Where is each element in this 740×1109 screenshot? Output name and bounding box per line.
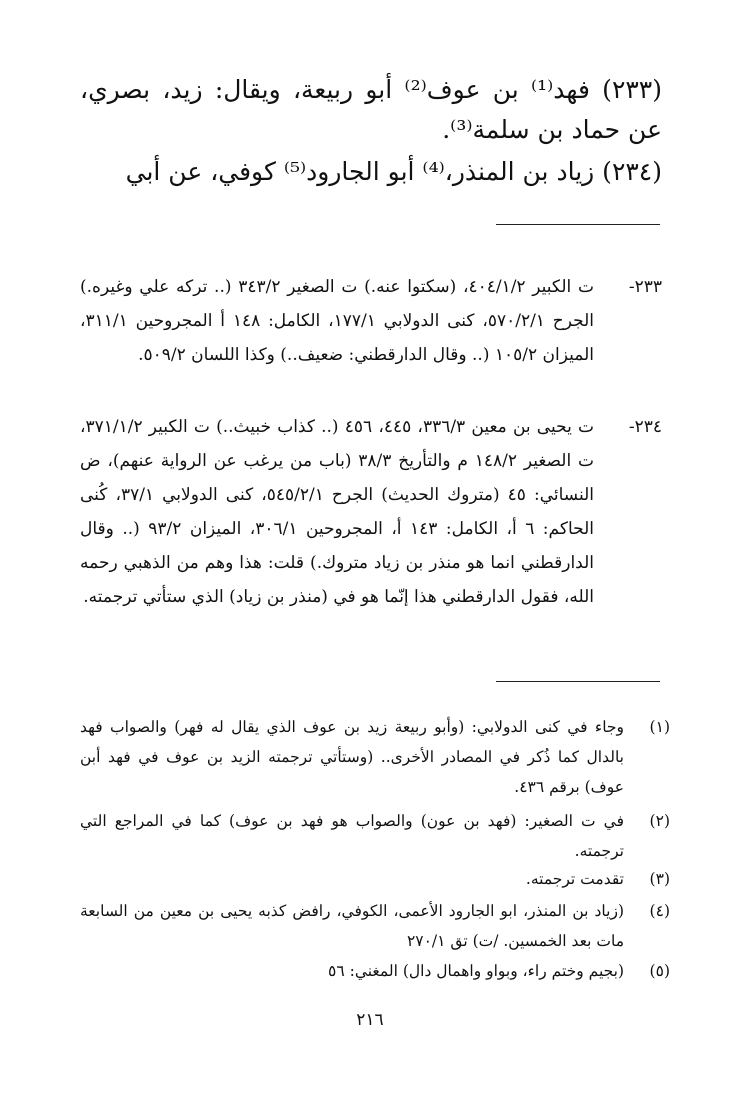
footnote-number: (٣) <box>649 870 670 888</box>
footnote-number: (٤) <box>649 902 670 920</box>
footnote-text: (زياد بن المنذر، ابو الجارود الأعمى، الكوفي، رافض كذبه يحيى بن معين من السابعة مات بعد الخمسين. /ت) تق ٢٧٠/١ <box>80 902 624 950</box>
entry-233 <box>80 70 662 150</box>
footnote-3 <box>80 864 670 894</box>
footnote-text: تقدمت ترجمته. <box>525 870 624 888</box>
divider-rule <box>496 681 660 682</box>
footnote-1 <box>80 712 670 802</box>
footnote-2 <box>80 806 670 866</box>
entry-text: (٢٣٤) زياد بن المنذر،⁽⁴⁾ أبو الجارود⁽⁵⁾ كوفي، عن أبي <box>125 157 662 186</box>
page-number: ٢١٦ <box>356 1010 384 1030</box>
footnote-5 <box>80 956 670 986</box>
entry-text: (٢٣٣) فهد⁽¹⁾ بن عوف⁽²⁾ أبو ربيعة، ويقال: زيد، بصري، عن حماد بن سلمة⁽³⁾. <box>80 75 662 144</box>
entry-234 <box>80 152 662 192</box>
footnote-number: (٥) <box>649 962 670 980</box>
note-234 <box>80 410 662 614</box>
divider-rule <box>496 224 660 225</box>
footnote-4 <box>80 896 670 956</box>
footnote-text: وجاء في كنى الدولابي: (وأبو ربيعة زيد بن عوف الذي يقال له فهر) والصواب فهد بالدال كما ذُكر في المصادر الأخرى.. (وستأتي ترجمته الزيد بن عوف في فهد أبن عوف) برقم ٤٣٦. <box>80 718 624 796</box>
note-233 <box>80 270 662 372</box>
footnote-number: (١) <box>649 718 670 736</box>
footnote-number: (٢) <box>649 812 670 830</box>
footnote-text: في ت الصغير: (فهد بن عون) والصواب هو فهد بن عوف) كما في المراجع التي ترجمته. <box>80 812 624 860</box>
note-text: ت يحيى بن معين ٣٣٦/٣، ٤٤٥، ٤٥٦ (.. كذاب خبيث..) ت الكبير ٣٧١/١/٢، ت الصغير ١٤٨/٢ م والتأريخ ٣٨/٣ (باب من يرغب عن الرواية عنهم)، ض النسائي: ٤٥ (متروك الحديث) الجرح ٥٤٥/٢/١، كنى الدولابي ٣٧/١، كُنى الحاكم: ٦ أ، الكامل: ١٤٣ أ، المجروحين ٣٠٦/١، الميزان ٩٣/٢ (.. وقال الدارقطني انما هو منذر بن زياد متروك.) قلت: هذا وهم من الذهبي رحمه الله، فقول الدارقطني هذا إنّما هو في (منذر بن زياد) الذي ستأتي ترجمته. <box>80 417 595 607</box>
footnote-text: (بجيم وختم راء، وبواو واهمال دال) المغني: ٥٦ <box>328 962 624 980</box>
note-text: ت الكبير ٤٠٤/١/٢، (سكتوا عنه.) ت الصغير ٣٤٣/٢ (.. تركه علي وغيره.) الجرح ٥٧٠/٢/١، كنى الدولابي ١٧٧/١، الكامل: ١٤٨ أ المجروحين ٣١١/١، الميزان ١٠٥/٢ (.. وقال الدارقطني: ضعيف..) وكذا اللسان ٥٠٩/٢. <box>80 277 594 365</box>
note-number: ٢٣٤- <box>628 417 662 437</box>
note-number: ٢٣٣- <box>628 277 662 297</box>
